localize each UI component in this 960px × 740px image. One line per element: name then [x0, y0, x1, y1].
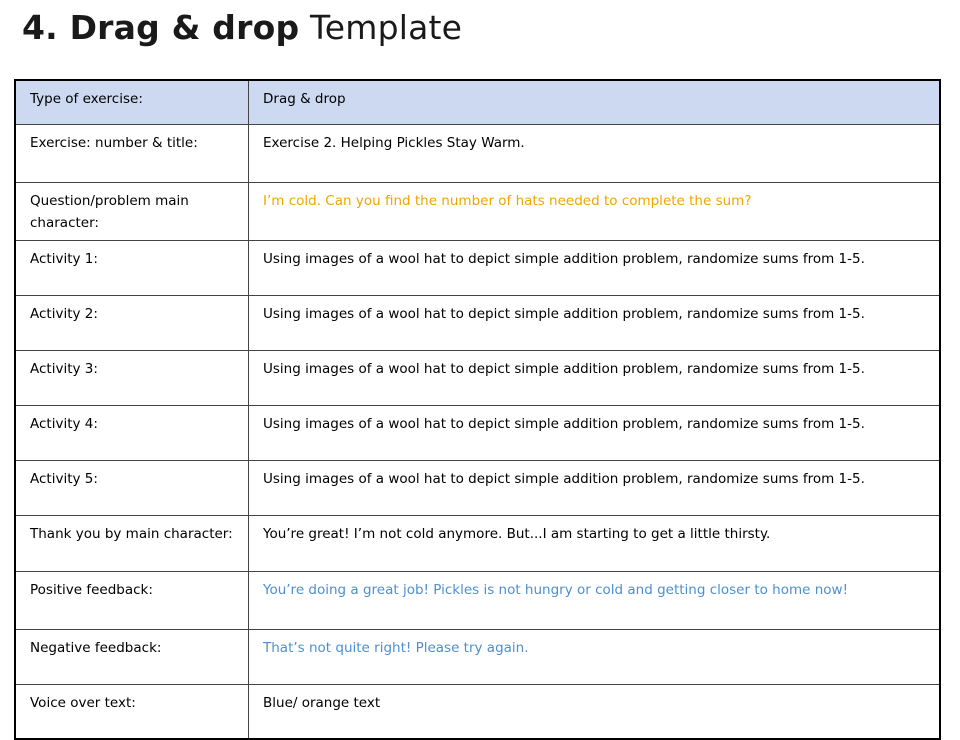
table-row-type-of-exercise	[15, 80, 940, 125]
row-value: I’m cold. Can you find the number of hats needed to complete the sum?	[249, 183, 941, 241]
table-row-negative-feedback	[15, 630, 940, 685]
row-label: Type of exercise:	[15, 80, 249, 125]
row-value: You’re great! I’m not cold anymore. But...I am starting to get a little thirsty.	[249, 516, 941, 572]
table-row-voice-over	[15, 685, 940, 740]
table-row-activity-4	[15, 406, 940, 461]
row-value: You’re doing a great job! Pickles is not hungry or cold and getting closer to home now!	[249, 572, 941, 630]
row-label: Negative feedback:	[15, 630, 249, 685]
row-label: Activity 4:	[15, 406, 249, 461]
page-title	[22, 8, 462, 47]
row-label: Voice over text:	[15, 685, 249, 740]
row-label: Activity 1:	[15, 241, 249, 296]
title-suffix: Template	[310, 8, 463, 47]
row-label: Thank you by main character:	[15, 516, 249, 572]
row-value: Using images of a wool hat to depict simple addition problem, randomize sums from 1-5.	[249, 241, 941, 296]
table-row-activity-2	[15, 296, 940, 351]
table-row-thank-you	[15, 516, 940, 572]
row-label: Activity 2:	[15, 296, 249, 351]
table-row-exercise-title	[15, 125, 940, 183]
row-value: That’s not quite right! Please try again.	[249, 630, 941, 685]
table-row-activity-1	[15, 241, 940, 296]
row-value: Blue/ orange text	[249, 685, 941, 740]
table-row-activity-3	[15, 351, 940, 406]
title-main: 4. Drag & drop	[22, 8, 300, 47]
row-value: Drag & drop	[249, 80, 941, 125]
row-value: Using images of a wool hat to depict simple addition problem, randomize sums from 1-5.	[249, 351, 941, 406]
row-label: Question/problem main character:	[15, 183, 249, 241]
row-value: Using images of a wool hat to depict simple addition problem, randomize sums from 1-5.	[249, 406, 941, 461]
row-label: Activity 3:	[15, 351, 249, 406]
template-table	[14, 79, 941, 740]
table-row-positive-feedback	[15, 572, 940, 630]
row-label: Positive feedback:	[15, 572, 249, 630]
table-row-activity-5	[15, 461, 940, 516]
template-table-container	[14, 79, 941, 740]
row-value: Using images of a wool hat to depict simple addition problem, randomize sums from 1-5.	[249, 296, 941, 351]
table-row-question	[15, 183, 940, 241]
row-label: Exercise: number & title:	[15, 125, 249, 183]
row-value: Exercise 2. Helping Pickles Stay Warm.	[249, 125, 941, 183]
row-label: Activity 5:	[15, 461, 249, 516]
row-value: Using images of a wool hat to depict simple addition problem, randomize sums from 1-5.	[249, 461, 941, 516]
